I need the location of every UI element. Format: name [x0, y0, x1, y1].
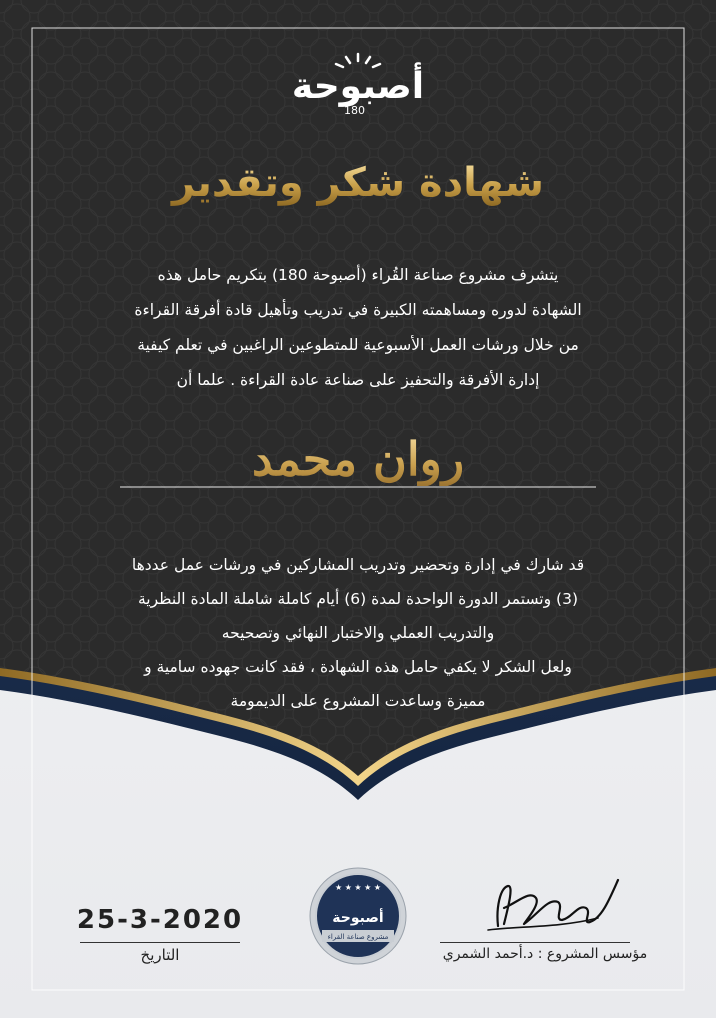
logo-text: أصبوحة [291, 66, 425, 107]
date-label: التاريخ [140, 946, 180, 964]
details-line: ولعل الشكر لا يكفي حامل هذه الشهادة ، فقد كانت جهوده سامية و [144, 658, 572, 676]
intro-line: يتشرف مشروع صناعة القُراء (أصبوحة 180) بتكريم حامل هذه [157, 266, 559, 284]
recipient-name: روان محمد [120, 432, 596, 486]
logo [258, 52, 458, 128]
intro-line: من خلال ورشات العمل الأسبوعية للمتطوعين الراغبين في تعلم كيفية [137, 336, 579, 354]
svg-text:★ ★ ★ ★ ★: ★ ★ ★ ★ ★ [334, 883, 382, 892]
details-line: والتدريب العملي والاختبار النهائي وتصحيحه [221, 624, 495, 642]
project-seal [308, 866, 408, 966]
intro-line: الشهادة لدوره ومساهمته الكبيرة في تدريب وتأهيل قادة أفرقة القراءة [134, 301, 582, 319]
details-line: مميزة وساعدت المشروع على الديمومة [230, 692, 486, 710]
signature [478, 868, 628, 938]
founder-label: مؤسس المشروع : د.أحمد الشمري [442, 946, 648, 962]
details-paragraph [72, 548, 644, 718]
details-line: (3) وتستمر الدورة الواحدة لمدة (6) أيام كاملة شاملة المادة النظرية [137, 590, 578, 608]
logo-number: 180 [344, 104, 365, 117]
date-underline [80, 942, 240, 943]
signature-underline [440, 942, 630, 943]
intro-line: إدارة الأفرقة والتحفيز على صناعة عادة القراءة . علما أن [176, 371, 540, 389]
svg-text:مشروع صناعة القراء: مشروع صناعة القراء [327, 933, 389, 941]
intro-paragraph [72, 258, 644, 398]
svg-text:أصبوحة: أصبوحة [332, 910, 384, 926]
details-line: قد شارك في إدارة وتحضير وتدريب المشاركين في ورشات عمل عددها [131, 556, 585, 574]
date-value: 25-3-2020 [76, 905, 244, 935]
certificate-title: شهادة شكر وتقدير [80, 160, 636, 206]
